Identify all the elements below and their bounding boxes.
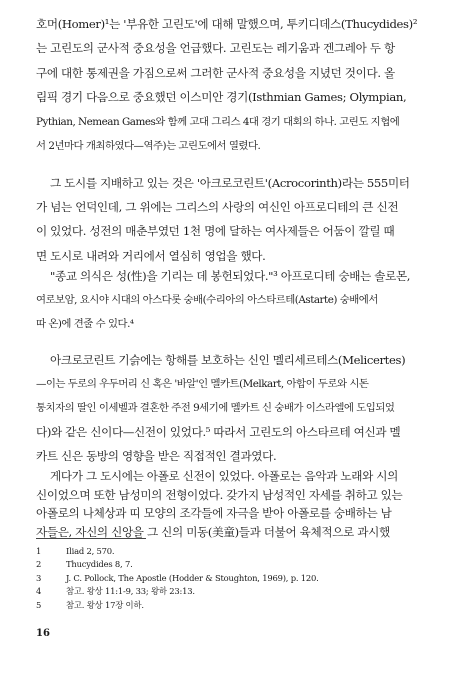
footnotes (36, 545, 436, 612)
text-line: 통치자의 딸인 이세벨과 결혼한 주전 9세기에 멜카트 신 숭배가 이스라엘에 도입되었 (36, 402, 395, 415)
footnote-text: 참고. 왕상 17장 이하. (66, 599, 144, 610)
text-line: 아크로코린트 기슭에는 항해를 보호하는 신인 멜리세르테스(Melicertes) (50, 353, 406, 367)
text-line: 카트 신은 동방의 영향을 받은 직접적인 결과였다. (36, 449, 277, 464)
footnote-text: Thucydides 8, 7. (66, 559, 133, 570)
footnote-item (36, 585, 436, 598)
paragraph-5-block (36, 467, 436, 537)
text-line: 면 도시로 내려와 거리에서 열심히 영업을 했다. (36, 248, 266, 263)
footnote-number: 3 (36, 572, 42, 583)
text-line: 서 2년마다 개최하였다—역주)는 고린도에서 열렸다. (36, 140, 261, 153)
text-line: Pythian, Nemean Games와 함께 고대 그리스 4대 경기 대회의 하나. 고린도 지협에 (36, 116, 400, 128)
footnote-item (36, 558, 436, 571)
paragraph-4 (36, 348, 436, 372)
text-line: "종교 의식은 성(性)을 기리는 데 봉헌되었다."³ 아프로디테 숭배는 솔로몬, (50, 269, 411, 283)
footnote-text: 참고. 왕상 11:1-9, 33; 왕하 23:13. (66, 586, 195, 597)
paragraph-2 (36, 171, 436, 195)
text-line: 신이었으며 또한 남성미의 전형이었다. 갖가지 남성적인 자세를 취하고 있는 (36, 487, 403, 502)
paragraph-3 (36, 264, 436, 288)
text-line: 그 도시를 지배하고 있는 것은 '아크로코린트'(Acrocorinth)라는 555미터 (50, 176, 410, 190)
paragraph-4-cont (36, 372, 436, 421)
footnote-number: 1 (36, 546, 42, 556)
footnote-number: 4 (36, 586, 42, 597)
text-line: 자들은, 자신의 신앙을 그 신의 미동(美童)들과 더불어 육체적으로 과시했 (36, 524, 390, 539)
text-line: 림픽 경기 다음으로 중요했던 이스미안 경기(Isthmian Games; Olympian, (36, 90, 407, 105)
text-line: 아폴로의 나체상과 띠 모양의 조각들에 자극을 받아 아폴로를 숭배하는 남 (36, 506, 392, 520)
footnote-text: J. C. Pollock, The Apostle (Hodder & Stoughton, 1969), p. 120. (66, 572, 319, 583)
text-line: —이는 두로의 우두머리 신 혹은 '바알'인 멜카트(Melkart, 아합이 두로와 시돈 (36, 378, 369, 390)
footnote-number: 5 (36, 599, 42, 610)
page-number: 16 (36, 628, 50, 639)
paragraph-1-note (36, 110, 436, 159)
text-line: 구에 대한 통제권을 가짐으로써 그러한 군사적 중요성을 지녔던 것이다. 올 (36, 65, 395, 80)
text-line: 다)와 같은 신이다—신전이 있었다.⁵ 따라서 고린도의 아스타르테 여신과 멜 (36, 425, 401, 439)
paragraph-4-end (36, 420, 436, 469)
text-line: 이 있었다. 성전의 매춘부였던 1천 명에 달하는 여사제들은 어둠이 깔릴 때 (36, 224, 395, 239)
text-line: 는 고린도의 군사적 중요성을 언급했다. 고린도는 레기움과 겐그레아 두 항 (36, 41, 395, 56)
footnote-item (36, 599, 436, 612)
footnote-item (36, 572, 436, 585)
paragraph-3-cont (36, 288, 436, 337)
footnote-divider (36, 538, 146, 539)
text-line: 호머(Homer)¹는 '부유한 고린도'에 대해 말했으며, 투키디데스(Thucydides)² (36, 17, 418, 31)
text-line: 여로보암, 요시야 시대의 아스다롯 숭배(수리아의 아스타르테(Astarte) 숭배에서 (36, 294, 378, 306)
footnote-text: Iliad 2, 570. (66, 546, 115, 556)
footnote-item (36, 545, 436, 558)
footnote-number: 2 (36, 559, 42, 570)
paragraph-2-cont (36, 195, 436, 268)
text-line: 게다가 그 도시에는 아폴로 신전이 있었다. 아폴로는 음악과 노래와 시의 (50, 469, 398, 483)
paragraph-1 (36, 12, 436, 110)
text-line: 가 넘는 언덕인데, 그 위에는 그리스의 사랑의 여신인 아프로디테의 큰 신전 (36, 200, 399, 214)
text-line: 따 온)에 견줄 수 있다.⁴ (36, 318, 134, 331)
